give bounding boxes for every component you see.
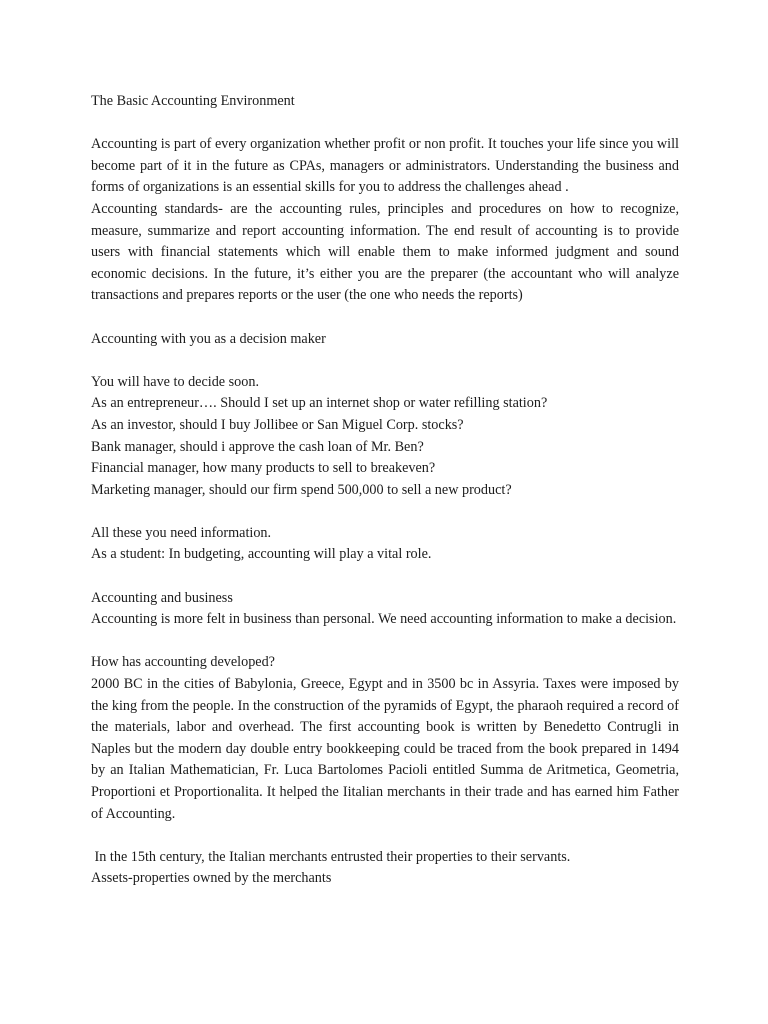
developed-heading: How has accounting developed? <box>91 654 275 671</box>
business-heading: Accounting and business <box>91 589 233 606</box>
info-line: As a student: In budgeting, accounting will play a vital role. <box>91 546 432 563</box>
document-page <box>91 91 679 890</box>
spacer <box>91 350 679 372</box>
info-line: All these you need information. <box>91 524 272 541</box>
decision-list <box>91 372 679 502</box>
spacer <box>91 566 679 588</box>
decision-line: Bank manager, should i approve the cash loan of Mr. Ben? <box>91 438 424 455</box>
decision-line: Financial manager, how many products to sell to breakeven? <box>91 460 436 477</box>
century-line: In the 15th century, the Italian merchants entrusted their properties to their servants. <box>91 848 571 865</box>
developed-paragraph: 2000 BC in the cities of Babylonia, Greece, Egypt and in 3500 bc in Assyria. Taxes were imposed by the king from the people. In the construction of the pyramids of Egypt, the pharaoh required a record of the materials, labor and overhead. The first accounting book is written by Benedetto Contrugli in Naples but the modern day double entry bookkeeping could be traced from the book prepared in 1494 by an Italian Mathematician, Fr. Luca Bartolomes Pacioli entitled Summa de Aritmetica, Geometria, Proportioni et Proportionalita. It helped the Iitalian merchants in their trade and has earned him Father of Accounting. <box>91 676 679 822</box>
decision-line: As an investor, should I buy Jollibee or San Miguel Corp. stocks? <box>91 416 464 433</box>
assets-line: Assets-properties owned by the merchants <box>91 870 332 887</box>
decision-heading: Accounting with you as a decision maker <box>91 330 326 347</box>
standards-paragraph: Accounting standards- are the accounting rules, principles and procedures on how to recognize, measure, summarize and report accounting information. The end result of accounting is to provide users with financial statements which will enable them to make informed judgment and sound economic decisions. In the future, it’s either you are the preparer (the accountant who will analyze transactions and prepares reports or the user (the one who needs the reports) <box>91 200 679 304</box>
spacer <box>91 825 679 847</box>
spacer <box>91 631 679 653</box>
business-paragraph: Accounting is more felt in business than personal. We need accounting information to make a decision. <box>91 611 677 628</box>
spacer <box>91 307 679 329</box>
spacer <box>91 501 679 523</box>
decision-line: You will have to decide soon. <box>91 373 260 390</box>
decision-line: As an entrepreneur…. Should I set up an internet shop or water refilling station? <box>91 395 548 412</box>
intro-paragraph: Accounting is part of every organization whether profit or non profit. It touches your life since you will become part of it in the future as CPAs, managers or administrators. Understanding the business and forms of organizations is an essential skills for you to address the challenges ahead . <box>91 136 679 196</box>
spacer <box>91 113 679 135</box>
decision-line: Marketing manager, should our firm spend 500,000 to sell a new product? <box>91 481 512 498</box>
document-title: The Basic Accounting Environment <box>91 93 295 109</box>
info-list <box>91 523 679 566</box>
